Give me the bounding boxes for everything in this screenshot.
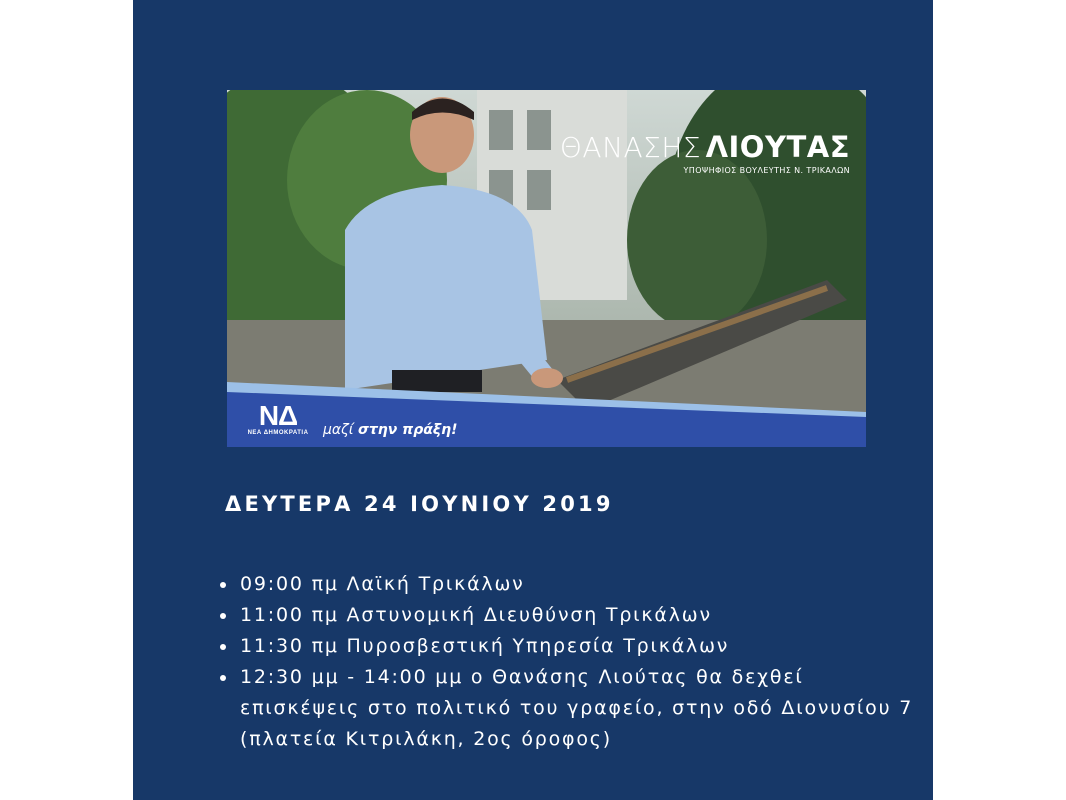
party-logo bbox=[245, 402, 311, 436]
candidate-name-block bbox=[560, 130, 850, 175]
schedule-list bbox=[216, 569, 916, 755]
schedule-item: 12:30 μμ - 14:00 μμ ο Θανάσης Λιούτας θα δεχθεί επισκέψεις στο πολιτικό του γραφείο, στην οδό Διονυσίου 7 (πλατεία Κιτριλάκη, 2ος όροφος) bbox=[216, 662, 916, 755]
slogan-prefix: μαζί bbox=[323, 422, 354, 438]
schedule-item: 09:00 πμ Λαϊκή Τρικάλων bbox=[216, 569, 916, 600]
schedule-item: 11:00 πμ Αστυνομική Διευθύνση Τρικάλων bbox=[216, 600, 916, 631]
candidate-first-name: ΘΑΝΑΣΗΣ bbox=[559, 131, 702, 164]
party-logo-text: ΝΕΑ ΔΗΜΟΚΡΑΤΙΑ bbox=[247, 430, 309, 436]
candidate-banner bbox=[227, 90, 866, 447]
candidate-subtitle: ΥΠΟΨΗΦΙΟΣ ΒΟΥΛΕΥΤΗΣ Ν. ΤΡΙΚΑΛΩΝ bbox=[683, 166, 850, 175]
schedule-item: 11:30 πμ Πυροσβεστική Υπηρεσία Τρικάλων bbox=[216, 631, 916, 662]
event-date-heading: ΔΕΥΤΕΡΑ 24 ΙΟΥΝΙΟΥ 2019 bbox=[225, 492, 614, 516]
party-logo-mark: ΝΔ bbox=[258, 400, 298, 431]
candidate-last-name: ΛΙΟΥΤΑΣ bbox=[705, 130, 850, 164]
campaign-slogan bbox=[323, 422, 458, 438]
slogan-main: στην πράξη! bbox=[357, 422, 458, 438]
event-poster bbox=[133, 0, 933, 800]
